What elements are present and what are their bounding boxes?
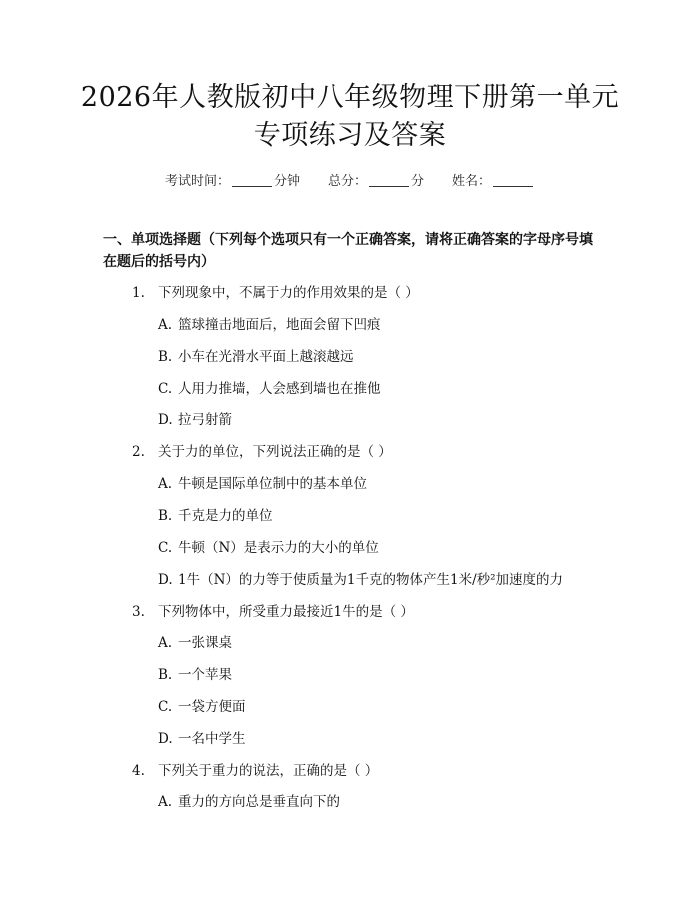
exam-info-row [0, 170, 700, 189]
question-3-option-c[interactable] [158, 697, 246, 717]
option-text: 一袋方便面 [178, 699, 246, 715]
question-4-option-a[interactable] [158, 792, 340, 812]
question-text: 下列关于重力的说法，正确的是（ ） [158, 763, 379, 779]
question-3 [132, 602, 414, 622]
question-1-option-d[interactable] [158, 410, 232, 430]
question-2-option-c[interactable] [158, 538, 379, 558]
option-text: 牛顿（N）是表示力的大小的单位 [178, 540, 379, 556]
exam-time-field [165, 170, 300, 189]
option-letter: D. [158, 412, 173, 428]
option-text: 小车在光滑水平面上越滚越远 [178, 349, 354, 365]
student-name-blank[interactable] [493, 174, 533, 187]
option-letter: C. [158, 381, 173, 397]
question-number: 2. [132, 444, 145, 460]
question-1 [132, 283, 419, 303]
question-2-option-d[interactable] [158, 570, 563, 590]
option-text: 千克是力的单位 [178, 508, 273, 524]
option-letter: A. [158, 794, 173, 810]
total-score-field [328, 170, 424, 189]
option-letter: D. [158, 731, 173, 747]
question-1-option-b[interactable] [158, 347, 354, 367]
option-text: 篮球撞击地面后，地面会留下凹痕 [178, 317, 381, 333]
question-3-option-d[interactable] [158, 729, 246, 749]
page-title-line-1: 2026年人教版初中八年级物理下册第一单元 [80, 82, 620, 113]
option-text: 人用力推墙，人会感到墙也在推他 [178, 381, 381, 397]
option-letter: A. [158, 476, 173, 492]
option-letter: B. [158, 667, 173, 683]
question-text: 关于力的单位，下列说法正确的是（ ） [158, 444, 392, 460]
section-heading: 一、单项选择题（下列每个选项只有一个正确答案，请将正确答案的字母序号填在题后的括号内） [103, 232, 593, 270]
question-2-option-a[interactable] [158, 474, 367, 494]
student-name-label: 姓名： [452, 174, 492, 189]
total-score-label: 总分： [327, 174, 367, 189]
question-text: 下列物体中，所受重力最接近1牛的是（ ） [158, 604, 414, 620]
question-3-option-a[interactable] [158, 633, 232, 653]
option-letter: C. [158, 699, 173, 715]
option-text: 一名中学生 [178, 731, 246, 747]
question-number: 3. [132, 604, 145, 620]
student-name-field [452, 170, 535, 189]
option-text: 1牛（N）的力等于使质量为1千克的物体产生1米/秒²加速度的力 [178, 572, 564, 588]
exam-time-blank[interactable] [232, 174, 272, 187]
page-title-line-2: 专项练习及答案 [253, 120, 447, 151]
question-number: 4. [132, 763, 145, 779]
question-3-option-b[interactable] [158, 665, 232, 685]
option-letter: A. [158, 635, 173, 651]
question-1-option-a[interactable] [158, 315, 381, 335]
option-text: 牛顿是国际单位制中的基本单位 [178, 476, 367, 492]
total-score-unit: 分 [411, 174, 425, 189]
question-text: 下列现象中，不属于力的作用效果的是（ ） [158, 285, 419, 301]
option-text: 一个苹果 [178, 667, 232, 683]
option-text: 一张课桌 [178, 635, 232, 651]
option-letter: C. [158, 540, 173, 556]
option-letter: D. [158, 572, 173, 588]
option-letter: B. [158, 349, 173, 365]
option-text: 重力的方向总是垂直向下的 [178, 794, 340, 810]
exam-time-label: 考试时间： [164, 174, 230, 189]
option-letter: B. [158, 508, 173, 524]
question-4 [132, 761, 378, 781]
exam-time-unit: 分钟 [273, 174, 300, 189]
question-2-option-b[interactable] [158, 506, 273, 526]
option-text: 拉弓射箭 [178, 412, 232, 428]
question-number: 1. [132, 285, 145, 301]
question-1-option-c[interactable] [158, 379, 381, 399]
question-2 [132, 442, 392, 462]
option-letter: A. [158, 317, 173, 333]
total-score-blank[interactable] [369, 174, 409, 187]
